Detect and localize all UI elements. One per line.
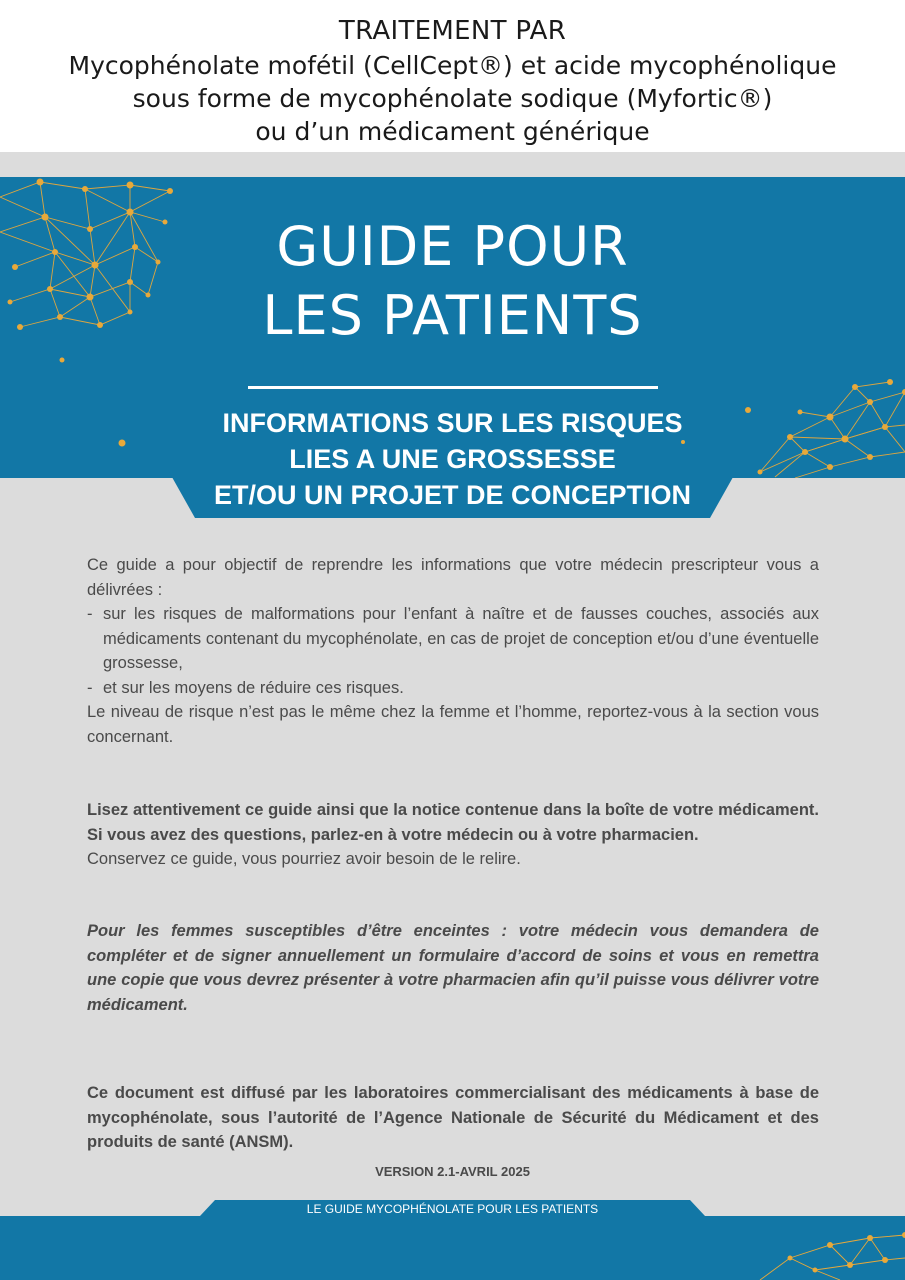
read-carefully-section: [87, 798, 819, 872]
title-divider: [248, 386, 658, 389]
version-label: VERSION 2.1-AVRIL 2025: [375, 1164, 530, 1179]
subtitle-line-2: LIES A UNE GROSSESSE: [289, 444, 616, 474]
header-line-1: TRAITEMENT PAR: [338, 16, 567, 46]
list-item: [87, 602, 819, 676]
subtitle-line-3: ET/OU UN PROJET DE CONCEPTION: [213, 480, 692, 510]
risk-note: Le niveau de risque n’est pas le même chez la femme et l’homme, reportez-vous à la section vous concernant.: [87, 703, 819, 746]
keep-guide-paragraph: Conservez ce guide, vous pourriez avoir besoin de le relire.: [87, 850, 521, 868]
list-item: [87, 676, 819, 701]
header-line-3: sous forme de mycophénolate sodique (Myfortic®): [132, 84, 773, 113]
read-carefully-paragraph: Lisez attentivement ce guide ainsi que la notice contenue dans la boîte de votre médicament. Si vous avez des questions, parlez-en à votre médecin ou à votre pharmacien.: [87, 801, 819, 844]
bullet-text: sur les risques de malformations pour l’enfant à naître et de fausses couches, associés aux médicaments contenant du mycophénolate, en cas de projet de conception et/ou d’une éventuelle grossesse,: [103, 605, 819, 672]
intro-section: [87, 553, 819, 749]
footer-label: LE GUIDE MYCOPHÉNOLATE POUR LES PATIENTS: [306, 1202, 599, 1216]
header-line-2: Mycophénolate mofétil (CellCept®) et acide mycophénolique: [68, 51, 837, 80]
guide-title-line-2: LES PATIENTS: [262, 284, 643, 347]
women-note: Pour les femmes susceptibles d’être enceintes : votre médecin vous demandera de compléter et de signer annuellement un formulaire d’accord de soins et vous en remettra une copie que vous devrez présenter à votre pharmacien afin qu’il puisse vous délivrer votre médicament.: [87, 922, 819, 1014]
header-line-4: ou d’un médicament générique: [255, 117, 650, 146]
distribution-note: Ce document est diffusé par les laboratoires commercialisant des médicaments à base de mycophénolate, sous l’autorité de l’Agence Nationale de Sécurité du Médicament et des produits de santé (ANSM).: [87, 1084, 819, 1151]
bullet-text: et sur les moyens de réduire ces risques.: [103, 678, 404, 697]
bullet-dash: -: [87, 678, 93, 697]
bullet-dash: -: [87, 605, 93, 623]
subtitle-line-1: INFORMATIONS SUR LES RISQUES: [222, 408, 683, 438]
intro-paragraph: Ce guide a pour objectif de reprendre les informations que votre médecin prescripteur vous a délivrées :: [87, 556, 819, 599]
guide-title-line-1: GUIDE POUR: [276, 215, 629, 278]
document-header: [0, 0, 905, 152]
